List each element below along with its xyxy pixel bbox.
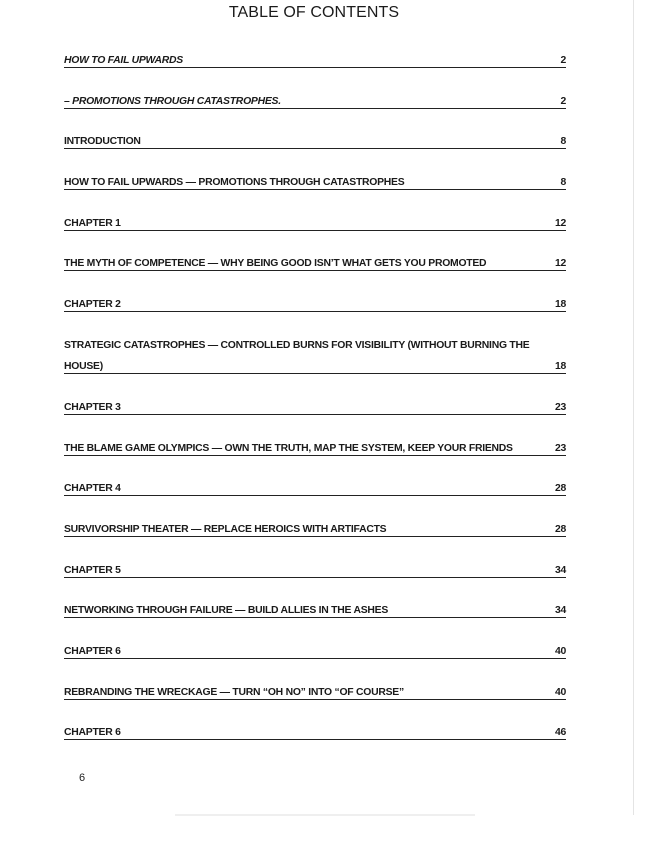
toc-entry-chapter-5[interactable] <box>64 564 566 578</box>
toc-entry-text: THE BLAME GAME OLYMPICS — OWN THE TRUTH, MAP THE SYSTEM, KEEP YOUR FRIENDS <box>64 443 513 454</box>
page-edge-shadow <box>175 814 475 816</box>
toc-entry-promotions-through-catastrophes[interactable] <box>64 95 566 109</box>
toc-entry-chapter-6[interactable] <box>64 645 566 659</box>
toc-entry-page: 23 <box>554 402 566 413</box>
toc-entry-page: 46 <box>554 727 566 738</box>
toc-entry-introduction[interactable] <box>64 135 566 149</box>
toc-entry-page: 40 <box>554 687 566 698</box>
toc-entry-text: SURVIVORSHIP THEATER — REPLACE HEROICS WITH ARTIFACTS <box>64 524 387 535</box>
toc-entry-text: HOW TO FAIL UPWARDS <box>64 55 183 66</box>
toc-entry-survivorship-theater[interactable] <box>64 523 566 537</box>
toc-entry-text: CHAPTER 2 <box>64 299 121 310</box>
toc-entry-page: 28 <box>554 524 566 535</box>
toc-entry-page: 34 <box>554 565 566 576</box>
toc-entry-chapter-6-second[interactable] <box>64 726 566 740</box>
toc-entry-how-to-fail-upwards[interactable] <box>64 54 566 68</box>
toc-entry-text: CHAPTER 6 <box>64 727 121 738</box>
toc-title: TABLE OF CONTENTS <box>228 4 400 21</box>
toc-entry-page: 2 <box>560 55 566 66</box>
toc-entry-text-line1: STRATEGIC CATASTROPHES — CONTROLLED BURNS FOR VISIBILITY (WITHOUT BURNING THE <box>64 340 530 351</box>
toc-entry-rebranding-the-wreckage[interactable] <box>64 686 566 700</box>
toc-entry-text: HOW TO FAIL UPWARDS — PROMOTIONS THROUGH CATASTROPHES <box>64 177 405 188</box>
toc-entry-page: 18 <box>554 361 566 372</box>
toc-entry-text: CHAPTER 4 <box>64 483 121 494</box>
toc-entry-text: INTRODUCTION <box>64 136 141 147</box>
toc-entry-page: 18 <box>554 299 566 310</box>
toc-entry-page: 8 <box>560 177 566 188</box>
toc-entry-text: CHAPTER 5 <box>64 565 121 576</box>
toc-entry-page: 23 <box>554 443 566 454</box>
toc-entry-strategic-catastrophes[interactable] <box>64 339 566 374</box>
toc-entry-text: CHAPTER 6 <box>64 646 121 657</box>
toc-entry-page: 8 <box>560 136 566 147</box>
toc-entry-text: CHAPTER 1 <box>64 218 121 229</box>
toc-entry-blame-game-olympics[interactable] <box>64 442 566 456</box>
toc-entry-text: – PROMOTIONS THROUGH CATASTROPHES. <box>64 96 281 107</box>
toc-entry-chapter-2[interactable] <box>64 298 566 312</box>
toc-entry-page: 12 <box>554 218 566 229</box>
toc-entry-chapter-3[interactable] <box>64 401 566 415</box>
toc-entry-myth-of-competence[interactable] <box>64 257 566 271</box>
page-number: 6 <box>79 772 86 784</box>
toc-entry-networking-through-failure[interactable] <box>64 604 566 618</box>
toc-entry-how-to-fail-upwards-full[interactable] <box>64 176 566 190</box>
toc-entry-text: THE MYTH OF COMPETENCE — WHY BEING GOOD ISN’T WHAT GETS YOU PROMOTED <box>64 258 487 269</box>
toc-entry-page: 40 <box>554 646 566 657</box>
toc-entry-page: 28 <box>554 483 566 494</box>
toc-entry-page: 12 <box>554 258 566 269</box>
toc-entry-text: CHAPTER 3 <box>64 402 121 413</box>
toc-entry-page: 34 <box>554 605 566 616</box>
toc-entry-chapter-4[interactable] <box>64 482 566 496</box>
toc-entry-text: NETWORKING THROUGH FAILURE — BUILD ALLIES IN THE ASHES <box>64 605 389 616</box>
toc-entry-page: 2 <box>560 96 566 107</box>
toc-entry-text: REBRANDING THE WRECKAGE — TURN “OH NO” INTO “OF COURSE” <box>64 687 404 698</box>
toc-entry-text-line2: HOUSE) <box>64 361 103 372</box>
toc-entry-chapter-1[interactable] <box>64 217 566 231</box>
